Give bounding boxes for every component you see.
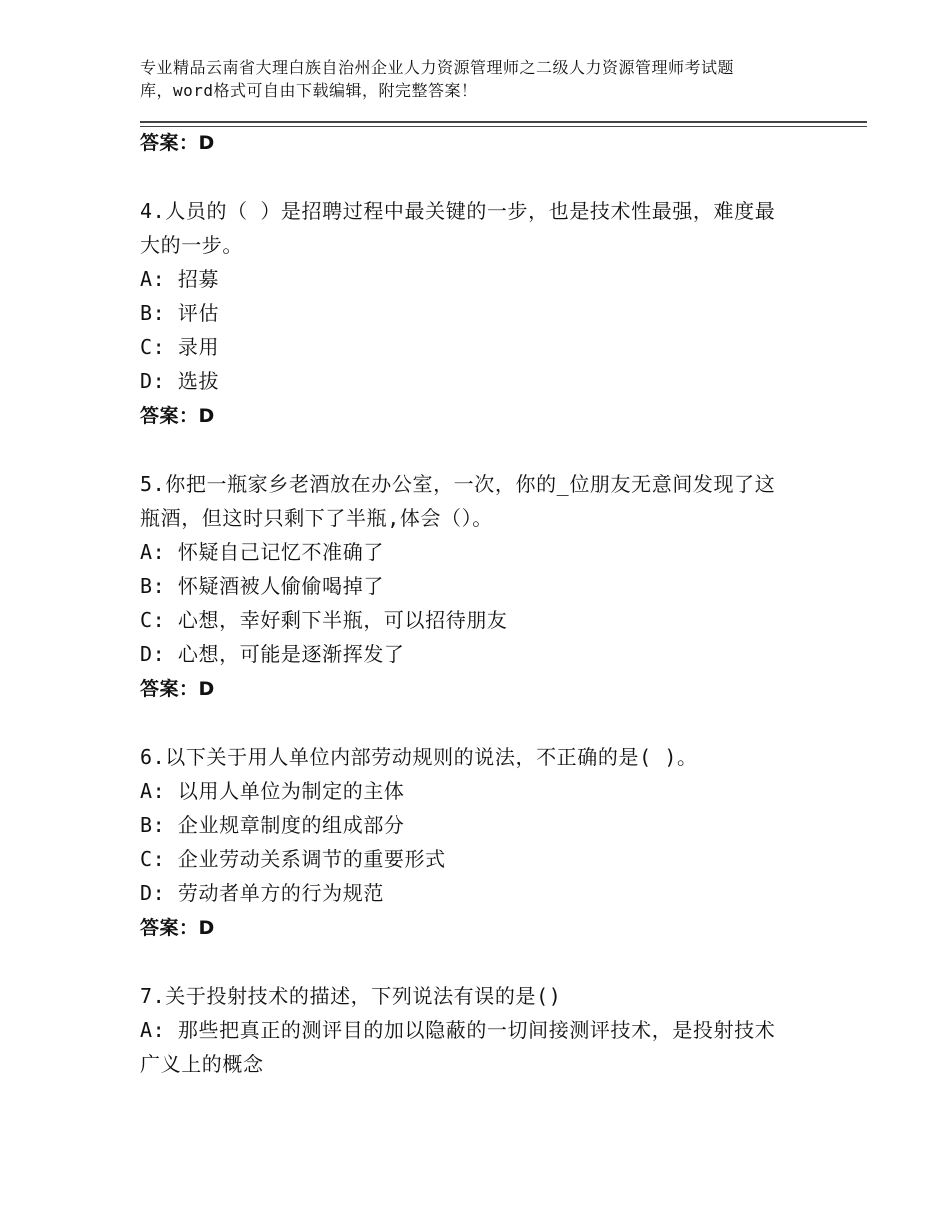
q4-option-c: C: 录用 bbox=[140, 335, 220, 359]
q7-option-a: A: 那些把真正的测评目的加以隐蔽的一切间接测评技术，是投射技术 bbox=[140, 1018, 776, 1042]
q4-option-d: D: 选拔 bbox=[140, 369, 220, 393]
answer-q6: 答案：D bbox=[140, 917, 215, 939]
q7-option-a-cont: 广义上的概念 bbox=[140, 1052, 264, 1076]
header-divider-thin bbox=[140, 126, 867, 127]
question-5-text-cont: 瓶酒，但这时只剩下了半瓶,体会（）。 bbox=[140, 506, 493, 530]
q4-option-a: A: 招募 bbox=[140, 267, 220, 291]
document-header bbox=[140, 56, 830, 102]
question-6-text: 6.以下关于用人单位内部劳动规则的说法，不正确的是( )。 bbox=[140, 745, 698, 769]
header-divider-thick bbox=[140, 121, 867, 123]
question-5-text: 5.你把一瓶家乡老酒放在办公室，一次，你的_位朋友无意间发现了这 bbox=[140, 472, 776, 496]
answer-q5: 答案：D bbox=[140, 678, 215, 700]
q6-option-d: D: 劳动者单方的行为规范 bbox=[140, 881, 384, 905]
q5-option-b: B: 怀疑酒被人偷偷喝掉了 bbox=[140, 574, 384, 598]
header-line-2: 库，word格式可自由下载编辑，附完整答案！ bbox=[140, 81, 478, 100]
header-line-1: 专业精品云南省大理白族自治州企业人力资源管理师之二级人力资源管理师考试题 bbox=[140, 58, 735, 77]
q5-option-d: D: 心想，可能是逐渐挥发了 bbox=[140, 642, 405, 666]
q6-option-b: B: 企业规章制度的组成部分 bbox=[140, 813, 405, 837]
q4-option-b: B: 评估 bbox=[140, 301, 220, 325]
answer-q3: 答案：D bbox=[140, 132, 215, 154]
question-7-text: 7.关于投射技术的描述，下列说法有误的是() bbox=[140, 984, 562, 1008]
q5-option-a: A: 怀疑自己记忆不准确了 bbox=[140, 540, 384, 564]
question-4-text-cont: 大的一步。 bbox=[140, 233, 243, 257]
q6-option-c: C: 企业劳动关系调节的重要形式 bbox=[140, 847, 446, 871]
q6-option-a: A: 以用人单位为制定的主体 bbox=[140, 779, 405, 803]
q5-option-c: C: 心想，幸好剩下半瓶，可以招待朋友 bbox=[140, 608, 508, 632]
question-4-text: 4.人员的（ ）是招聘过程中最关键的一步，也是技术性最强，难度最 bbox=[140, 199, 776, 223]
answer-q4: 答案：D bbox=[140, 405, 215, 427]
